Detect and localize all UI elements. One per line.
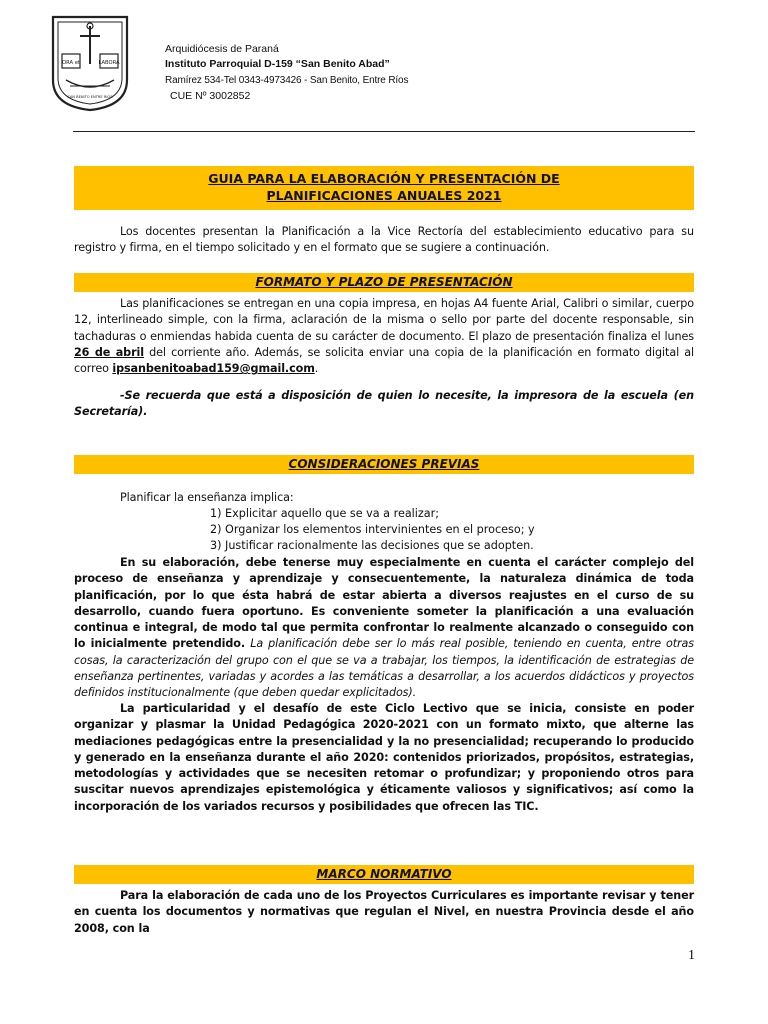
format-text-3: .: [314, 362, 319, 376]
elaboration-italic-text: La planificación debe ser lo más real posible, teniendo en cuenta, entre otras cosas, la caracterización del grupo con el que se va a trabajar, los tiempos, la identificación de estrategias de enseñanza pertinentes, variadas y acordes a las temáticas a desarrollar, a los acuerdos didácticos y proyectos definidos institucionalmente (que deben quedar explicitados).: [74, 637, 694, 700]
header-address: Ramírez 534-Tel 0343-4973426 - San Benito, Entre Ríos: [165, 75, 409, 86]
planning-implies-intro: Planificar la enseñanza implica:: [120, 491, 294, 504]
intro-paragraph: Los docentes presentan la Planificación a la Vice Rectoría del establecimiento educativo para su registro y firma, en el tiempo solicitado y en el formato que se sugiere a continuación.: [74, 225, 694, 255]
document-title-line2: PLANIFICACIONES ANUALES 2021: [266, 188, 502, 203]
document-title-line1: GUIA PARA LA ELABORACIÓN Y PRESENTACIÓN DE: [208, 171, 560, 186]
list-item: 1) Explicitar aquello que se va a realizar;: [210, 507, 439, 520]
section-heading-format: FORMATO Y PLAZO DE PRESENTACIÓN: [74, 273, 694, 292]
list-item: 2) Organizar los elementos intervinientes en el proceso; y: [210, 523, 535, 536]
svg-text:SAN BENITO ENTRE RIOS: SAN BENITO ENTRE RIOS: [67, 95, 113, 99]
svg-text:ORA et: ORA et: [62, 60, 80, 66]
list-item: 3) Justificar racionalmente las decisiones que se adopten.: [210, 539, 534, 552]
header-divider: [73, 131, 695, 132]
printer-note: -Se recuerda que está a disposición de quien lo necesite, la impresora de la escuela (en Secretaría).: [74, 389, 694, 419]
header-institute: Instituto Parroquial D-159 “San Benito Abad”: [165, 58, 390, 70]
header-archdiocese: Arquidiócesis de Paraná: [165, 43, 279, 55]
format-text-1: Las planificaciones se entregan en una copia impresa, en hojas A4 fuente Arial, Calibri o similar, cuerpo 12, interlineado simple, con la firma, aclaración de la misma o sello por parte del docente responsable, sin tachaduras o enmiendas habida cuenta de su carácter de documento. El plazo de presentación finaliza el lunes: [74, 297, 694, 343]
deadline-date: 26 de abril: [74, 345, 144, 359]
page-number: 1: [688, 948, 695, 963]
elaboration-paragraph: [74, 555, 694, 702]
particularity-text-2: con un formato mixto, que alterne las mediaciones pedagógicas entre la presencialidad y la no presencialidad; recuperando lo producido y generado en la enseñanza durante el año 2020: contenidos priorizados, propósitos, estrategias, metodologías y actividades que se necesiten retomar o profundizar; y proponiendo otros para suscitar nuevos aprendizajes epistemológica y éticamente valiosos y significativos; así como la incorporación de los variados recursos y posibilidades que ofrecen las TIC.: [74, 718, 694, 813]
elaboration-text: En su elaboración, debe tenerse muy especialmente en cuenta el carácter complejo del proceso de enseñanza y aprendizaje y consecuentemente, la naturaleza dinámica de toda planificación, por lo que ésta habrá de estar abierta a diversos reajustes en el curso de su desarrollo, cuando fuera oportuno. Es conveniente someter la planificación a una evaluación continua e integral, de modo tal que permita confrontar lo realmente alcanzado o conseguido con lo inicialmente pretendido.: [74, 556, 694, 651]
section-heading-normative: MARCO NORMATIVO: [74, 865, 694, 884]
normative-paragraph: Para la elaboración de cada uno de los Proyectos Curriculares es importante revisar y tener en cuenta los documentos y normativas que regulan el Nivel, en nuestra Provincia desde el año 2008, con la: [74, 889, 694, 935]
svg-text:LABORA: LABORA: [98, 60, 120, 66]
header-cue: CUE Nº 3002852: [170, 90, 251, 102]
format-paragraph: [74, 296, 694, 377]
contact-email-link[interactable]: ipsanbenitoabad159@gmail.com: [112, 362, 315, 376]
format-text-2: del corriente año. Además, se solicita enviar una copia de la planificación en formato digital al correo: [74, 345, 694, 376]
section-heading-considerations: CONSIDERACIONES PREVIAS: [74, 455, 694, 474]
particularity-text-1: La particularidad y el desafío de este Ciclo Lectivo que se inicia, consiste en poder organizar y plasmar la: [74, 702, 694, 732]
school-seal-logo: [50, 14, 130, 112]
document-title: [74, 166, 694, 210]
particularity-paragraph: [74, 701, 694, 815]
pedagogical-unit: Unidad Pedagógica 2020-2021: [231, 718, 429, 732]
